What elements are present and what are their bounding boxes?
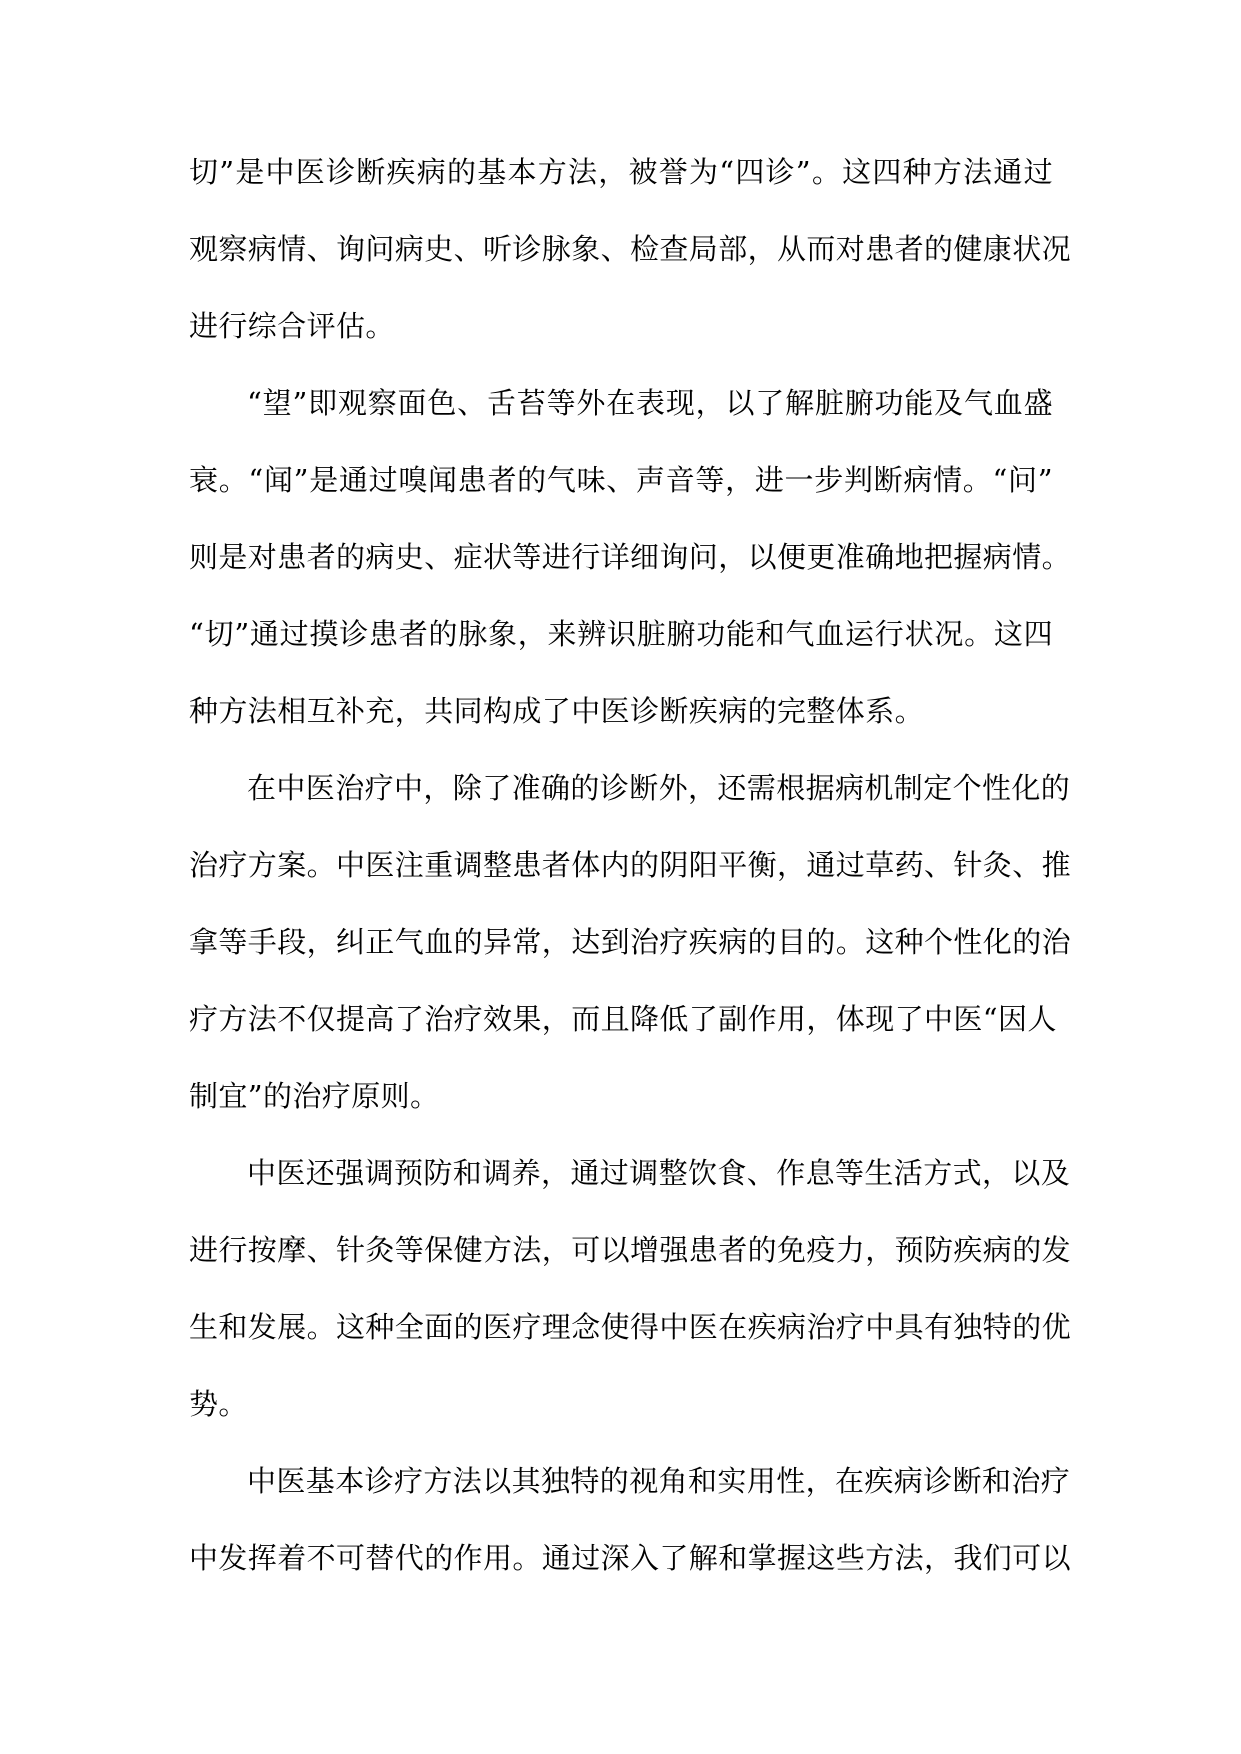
paragraph: [189, 1144, 1072, 1452]
text-line: 进行按摩、针灸等保健方法，可以增强患者的免疫力，预防疾病的发: [189, 1233, 1072, 1267]
text-line: 疗方法不仅提高了治疗效果，而且降低了副作用，体现了中医“因人: [189, 1002, 1057, 1036]
text-line: 种方法相互补充，共同构成了中医诊断疾病的完整体系。: [189, 694, 925, 728]
text-line: 治疗方案。中医注重调整患者体内的阴阳平衡，通过草药、针灸、推: [189, 848, 1072, 882]
text-line: “望”即观察面色、舌苔等外在表现，以了解脏腑功能及气血盛: [247, 386, 1053, 420]
paragraph: [189, 374, 1072, 759]
text-line: 势。: [189, 1387, 248, 1421]
text-line: 在中医治疗中，除了准确的诊断外，还需根据病机制定个性化的: [247, 771, 1071, 805]
document-body: [189, 143, 1072, 1606]
text-line: 制宜”的治疗原则。: [189, 1079, 440, 1113]
text-line: 则是对患者的病史、症状等进行详细询问，以便更准确地把握病情。: [189, 540, 1072, 574]
text-line: 拿等手段，纠正气血的异常，达到治疗疾病的目的。这种个性化的治: [189, 925, 1072, 959]
text-line: 进行综合评估。: [189, 309, 395, 343]
text-line: 中发挥着不可替代的作用。通过深入了解和掌握这些方法，我们可以: [189, 1541, 1072, 1575]
text-line: “切”通过摸诊患者的脉象，来辨识脏腑功能和气血运行状况。这四: [189, 617, 1053, 651]
text-line: 切”是中医诊断疾病的基本方法，被誉为“四诊”。这四种方法通过: [189, 155, 1053, 189]
text-line: 观察病情、询问病史、听诊脉象、检查局部，从而对患者的健康状况: [189, 232, 1072, 266]
text-line: 衰。“闻”是通过嗅闻患者的气味、声音等，进一步判断病情。“问”: [189, 463, 1053, 497]
text-line: 中医基本诊疗方法以其独特的视角和实用性，在疾病诊断和治疗: [247, 1464, 1071, 1498]
paragraph: [189, 143, 1072, 374]
paragraph: [189, 759, 1072, 1144]
paragraph: [189, 1452, 1072, 1606]
text-line: 中医还强调预防和调养，通过调整饮食、作息等生活方式，以及: [247, 1156, 1071, 1190]
text-line: 生和发展。这种全面的医疗理念使得中医在疾病治疗中具有独特的优: [189, 1310, 1072, 1344]
